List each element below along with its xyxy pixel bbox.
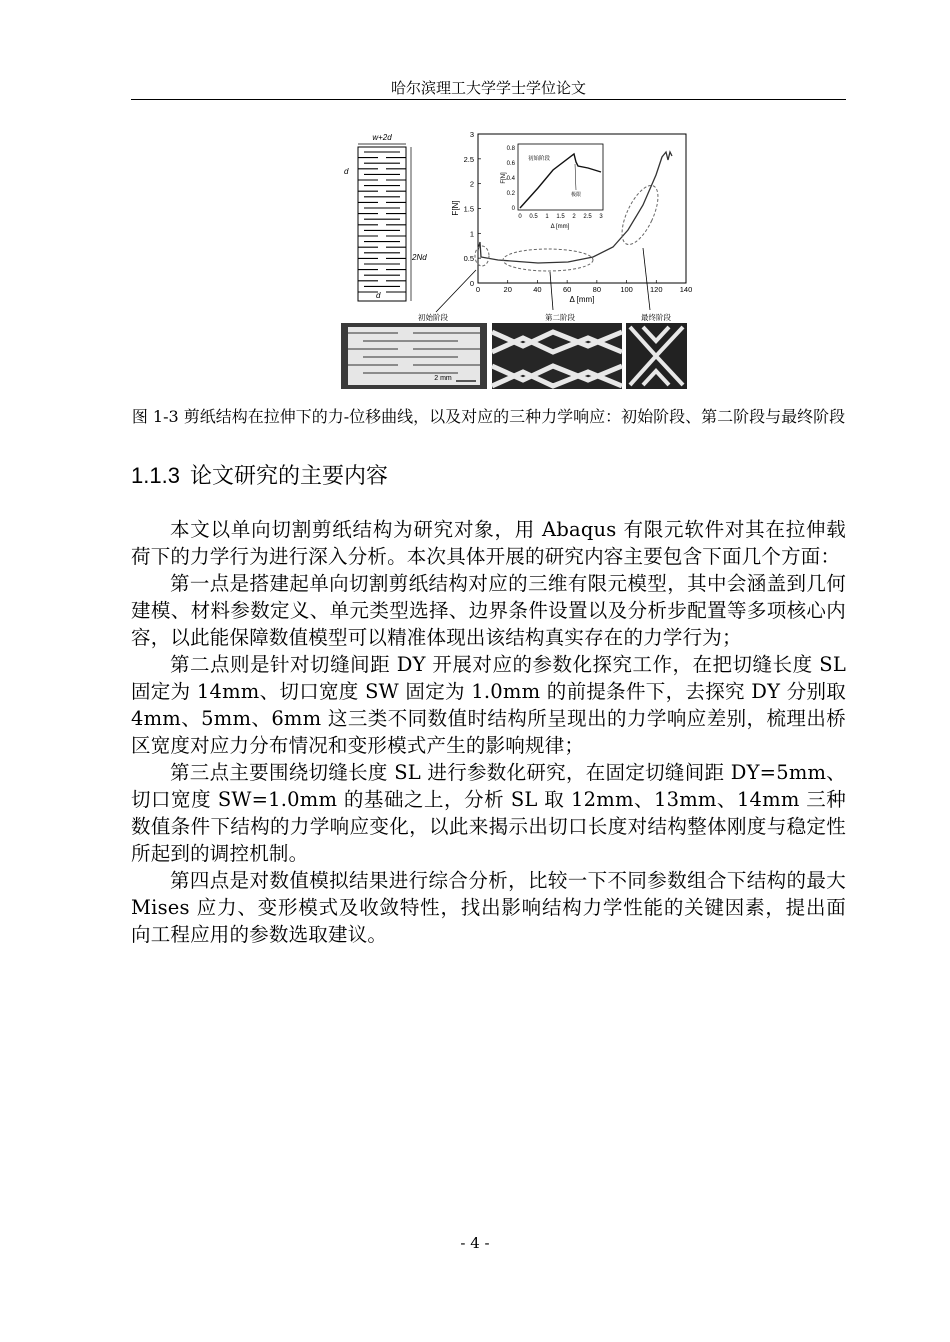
inset-y-tick-label: 0.2 bbox=[506, 191, 515, 197]
inset-ylabel: F[N] bbox=[501, 172, 507, 184]
section-heading bbox=[131, 460, 388, 493]
section-title-text: 论文研究的主要内容 bbox=[189, 464, 388, 489]
chart-xlabel: Δ [mm] bbox=[569, 295, 595, 304]
scale-bar-label: 2 mm bbox=[434, 375, 452, 382]
gap-label: d bbox=[344, 167, 349, 176]
inset-frame bbox=[518, 144, 603, 210]
x-tick-label: 0 bbox=[475, 285, 481, 294]
inset-y-tick-label: 0.4 bbox=[506, 176, 515, 182]
stage-label-2: 第二阶段 bbox=[545, 313, 575, 322]
photo-stage1 bbox=[341, 323, 487, 389]
stage-label-1: 初始阶段 bbox=[418, 313, 448, 322]
y-tick-label: 3 bbox=[469, 130, 474, 139]
height-label: 2Nd bbox=[412, 253, 427, 262]
figure-1-3 bbox=[338, 130, 693, 392]
y-tick-label: 0.5 bbox=[463, 254, 474, 264]
inset-x-tick-label: 1.5 bbox=[556, 214, 565, 220]
x-tick-label: 40 bbox=[533, 285, 542, 294]
inset-label-limit: 极限 bbox=[571, 192, 582, 198]
inset-xticks bbox=[518, 214, 603, 220]
paragraph-point-1: 第一点是搭建起单向切割剪纸结构对应的三维有限元模型，其中会涵盖到几何建模、材料参数定义、单元类型选择、边界条件设置以及分析步配置等多项核心内容，以此能保障数值模型可以精准体现出该结构真实存在的力学行为； bbox=[131, 572, 846, 649]
figure-caption: 图 1-3 剪纸结构在拉伸下的力-位移曲线，以及对应的三种力学响应：初始阶段、第二阶段与最终阶段 bbox=[131, 407, 846, 426]
figure-svg bbox=[338, 130, 693, 392]
width-label: w+2d bbox=[372, 133, 392, 142]
y-tick-label: 2 bbox=[469, 179, 474, 189]
arrow-stage1 bbox=[436, 270, 476, 312]
inset-y-tick-label: 0 bbox=[511, 206, 515, 212]
photo-stage2 bbox=[492, 323, 622, 389]
inset-x-tick-label: 2.5 bbox=[583, 214, 592, 220]
y-tick-label: 0 bbox=[469, 279, 474, 288]
stage-label-3: 最终阶段 bbox=[641, 313, 671, 322]
inset-x-tick-label: 2 bbox=[572, 214, 576, 220]
arrow-stage3 bbox=[643, 248, 650, 310]
inset-xlabel: Δ [mm] bbox=[550, 224, 570, 230]
inset-x-tick-label: 1 bbox=[545, 214, 549, 220]
x-tick-label: 100 bbox=[620, 285, 633, 294]
inset-y-tick-label: 0.6 bbox=[506, 161, 515, 167]
arrow-stage2 bbox=[550, 272, 553, 310]
stage1-ellipse bbox=[475, 246, 489, 266]
x-tick-label: 60 bbox=[562, 285, 572, 294]
paragraph-intro: 本文以单向切割剪纸结构为研究对象，用 Abaqus 有限元软件对其在拉伸载荷下的力学行为进行深入分析。本次具体开展的研究内容主要包含下面几个方面： bbox=[131, 518, 846, 568]
bottom-gap-label: d bbox=[376, 291, 381, 300]
x-tick-label: 20 bbox=[503, 285, 512, 294]
y-tick-label: 1 bbox=[469, 229, 474, 239]
x-tick-label: 120 bbox=[650, 285, 663, 294]
chart-xticks bbox=[476, 280, 692, 294]
inset-label-initial: 初始阶段 bbox=[528, 156, 551, 162]
y-tick-label: 2.5 bbox=[463, 154, 474, 164]
force-displacement-chart bbox=[436, 130, 692, 312]
x-tick-label: 80 bbox=[592, 285, 602, 294]
sheet-outline bbox=[358, 147, 406, 301]
running-header: 哈尔滨理工大学学士学位论文 bbox=[390, 79, 586, 97]
inset-x-tick-label: 0.5 bbox=[529, 214, 538, 220]
chart-ylabel: F[N] bbox=[451, 200, 460, 216]
kirigami-schematic bbox=[344, 133, 427, 301]
paragraph-point-2: 第二点则是针对切缝间距 DY 开展对应的参数化探究工作，在把切缝长度 SL 固定为 14mm、切口宽度 SW 固定为 1.0mm 的前提条件下，去探究 DY 分别取 4mm、5mm、6mm 这三类不同数值时结构所呈现出的力学响应差别，梳理出桥区宽度对应力分布情况和变形模式产生的影响规律； bbox=[131, 653, 846, 757]
inset-x-tick-label: 0 bbox=[518, 214, 522, 220]
inset-yticks bbox=[507, 146, 516, 212]
body-text bbox=[131, 516, 846, 948]
paragraph-point-3: 第三点主要围绕切缝长度 SL 进行参数化研究，在固定切缝间距 DY=5mm、切口宽度 SW=1.0mm 的基础之上，分析 SL 取 12mm、13mm、14mm 三种数值条件下结构的力学响应变化，以此来揭示出切口长度对结构整体刚度与稳定性所起到的调控机制。 bbox=[131, 761, 846, 865]
inset-chart bbox=[501, 144, 603, 230]
paragraph-point-4: 第四点是对数值模拟结果进行综合分析，比较一下不同参数组合下结构的最大 Mises 应力、变形模式及收敛特性，找出影响结构力学性能的关键因素，提出面向工程应用的参数选取建议。 bbox=[131, 869, 846, 946]
stage3-ellipse bbox=[615, 181, 666, 250]
y-tick-label: 1.5 bbox=[463, 204, 474, 214]
inset-x-tick-label: 3 bbox=[599, 214, 603, 220]
page-number: - 4 - bbox=[460, 1234, 490, 1252]
header-rule bbox=[131, 99, 846, 100]
photo-stage3 bbox=[626, 323, 687, 389]
photo-sheet-1 bbox=[348, 327, 480, 385]
section-number: 1.1.3 bbox=[131, 463, 180, 488]
x-tick-label: 140 bbox=[679, 285, 693, 294]
inset-y-tick-label: 0.8 bbox=[506, 146, 515, 152]
